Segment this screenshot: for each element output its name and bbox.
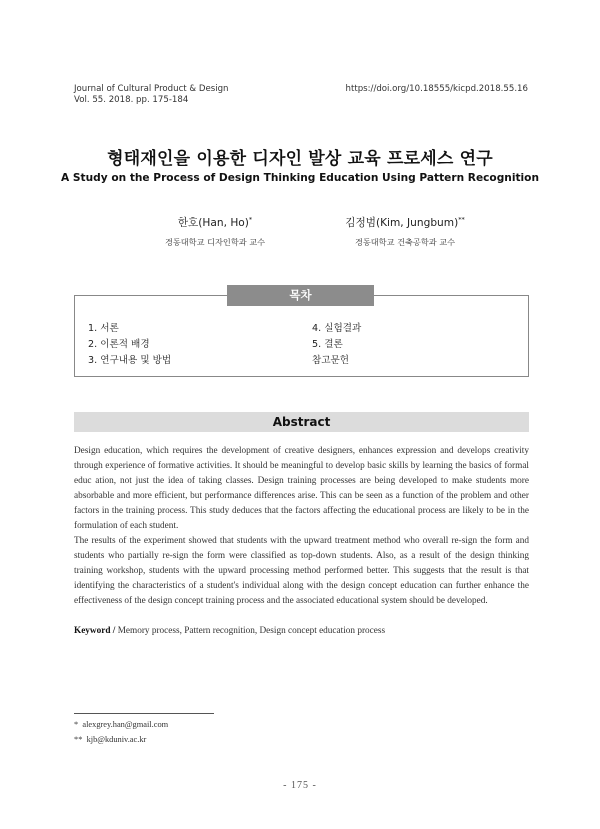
footnote-2-email[interactable]: kjb@kduniv.ac.kr [86, 735, 147, 744]
abstract-paragraph-1: Design education, which requires the development of creative designers, enhances expression and develops creativity through experience of formative activities. It should be meaningful to develop basic skills by learning the basics of formal educ ation, not just the idea of taking classes. Design training processes are being developed to make students more absorbable and more efficient, but performance differences arise. This can be seen as a function of the problem and other factors in the training process. This study deduces that the factors affecting the educational process are likely to be in the formulation of each student. [74, 446, 529, 531]
footnote-2 [74, 735, 146, 744]
author-1-affiliation: 경동대학교 디자인학과 교수 [164, 237, 266, 247]
toc-item: 3. 연구내용 및 방법 [88, 355, 172, 366]
keyword-label: Keyword / [74, 626, 116, 636]
author-2 [320, 215, 490, 230]
keyword-text: Memory process, Pattern recognition, Design concept education process [117, 626, 386, 636]
author-1-name: 한호(Han, Ho) [177, 217, 249, 229]
footnote-1 [74, 720, 168, 729]
footnote-1-email[interactable]: alexgrey.han@gmail.com [82, 720, 169, 729]
author-2-affiliation: 경동대학교 건축공학과 교수 [354, 237, 456, 247]
author-1-mark: * [248, 215, 253, 224]
footnote-2-mark: ** [74, 735, 83, 744]
toc-item: 4. 실험결과 [312, 323, 362, 334]
toc-item: 2. 이론적 배경 [88, 339, 150, 350]
footnote-divider [74, 713, 214, 714]
title-english: A Study on the Process of Design Thinking Education Using Pattern Recognition [61, 172, 539, 184]
author-2-name: 김정범(Kim, Jungbum) [345, 217, 459, 229]
toc-item: 참고문헌 [312, 355, 350, 366]
page-number: - 175 - [283, 780, 317, 791]
toc-title: 목차 [227, 285, 374, 306]
footnote-1-mark: * [74, 720, 79, 729]
journal-name: Journal of Cultural Product & Design [74, 84, 229, 94]
abstract-heading: Abstract [74, 412, 529, 432]
journal-volume: Vol. 55. 2018. pp. 175-184 [74, 95, 189, 105]
title-korean: 형태재인을 이용한 디자인 발상 교육 프로세스 연구 [107, 149, 493, 169]
author-1 [130, 215, 300, 230]
abstract-paragraph-2: The results of the experiment showed that students with the upward treatment method who overall re-sign the form and students who partially re-sign the form were classified as top-down students. Also, as a result of the design thinking training workshop, students with the upward processing method performed better. This suggests that the result is that identifying the characteristics of a student's individual along with the design concept education can further enhance the effectiveness of the design concept training process and the associated educational system should be developed. [74, 536, 529, 606]
doi-link[interactable]: https://doi.org/10.18555/kicpd.2018.55.16 [345, 84, 528, 94]
author-2-mark: ** [458, 215, 465, 224]
keyword-line [74, 626, 529, 636]
toc-item: 1. 서론 [88, 323, 119, 334]
abstract-body [74, 444, 529, 609]
toc-item: 5. 결론 [312, 339, 343, 350]
